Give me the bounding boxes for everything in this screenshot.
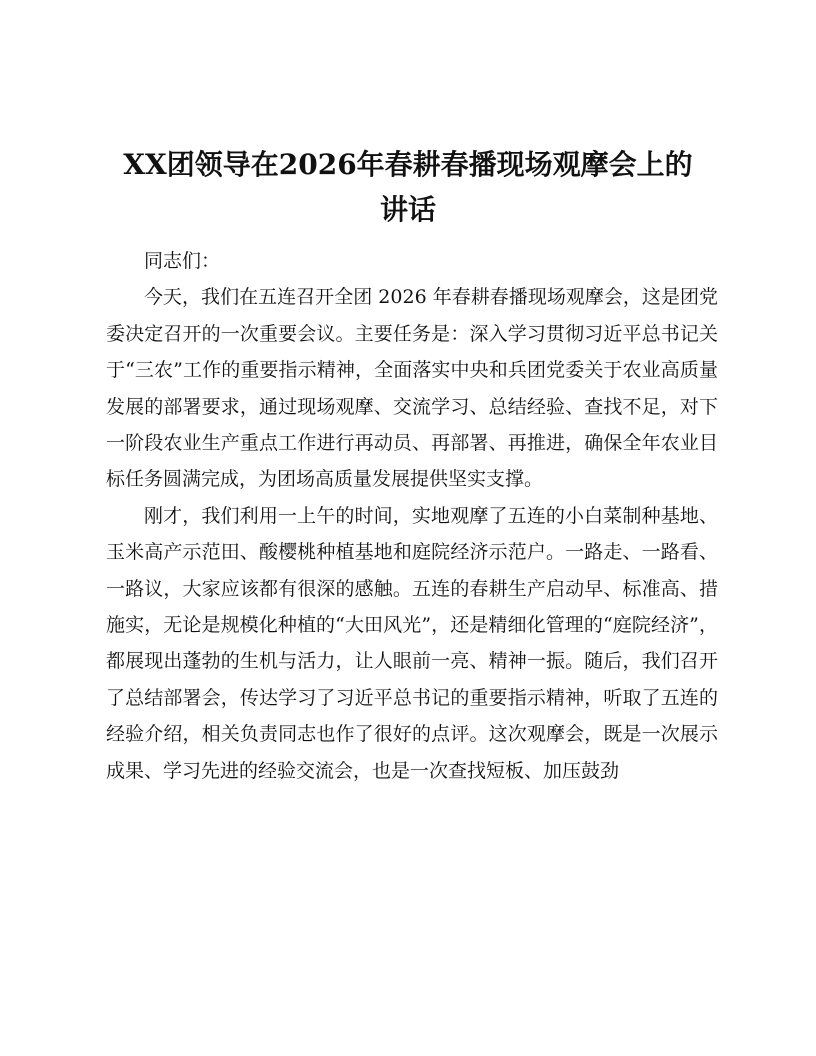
- body-paragraph-2: 刚才，我们利用一上午的时间，实地观摩了五连的小白菜制种基地、玉米高产示范田、酸樱桃种植基地和庭院经济示范户。一路走、一路看、一路议，大家应该都有很深的感触。五连的春耕生产启动早、标准高、措施实，无论是规模化种植的“大田风光”，还是精细化管理的“庭院经济”，都展现出蓬勃的生机与活力，让人眼前一亮、精神一振。随后，我们召开了总结部署会，传达学习了习近平总书记的重要指示精神，听取了五连的经验介绍，相关负责同志也作了很好的点评。这次观摩会，既是一次展示成果、学习先进的经验交流会，也是一次查找短板、加压鼓劲: [106, 504, 718, 782]
- document-body: [106, 243, 718, 789]
- body-paragraph-1: 今天，我们在五连召开全团 2026 年春耕春播现场观摩会，这是团党委决定召开的一次重要会议。主要任务是：深入学习贯彻习近平总书记关于“三农”工作的重要指示精神，全面落实中央和兵团党委关于农业高质量发展的部署要求，通过现场观摩、交流学习、总结经验、查找不足，对下一阶段农业生产重点工作进行再动员、再部署、再推进，确保全年农业目标任务圆满完成，为团场高质量发展提供坚实支撑。: [106, 286, 718, 491]
- document-title-line-2: 讲话: [379, 193, 436, 226]
- document-title-line-1: XX团领导在2026年春耕春播现场观摩会上的: [123, 148, 693, 181]
- salutation: 同志们：: [144, 250, 221, 272]
